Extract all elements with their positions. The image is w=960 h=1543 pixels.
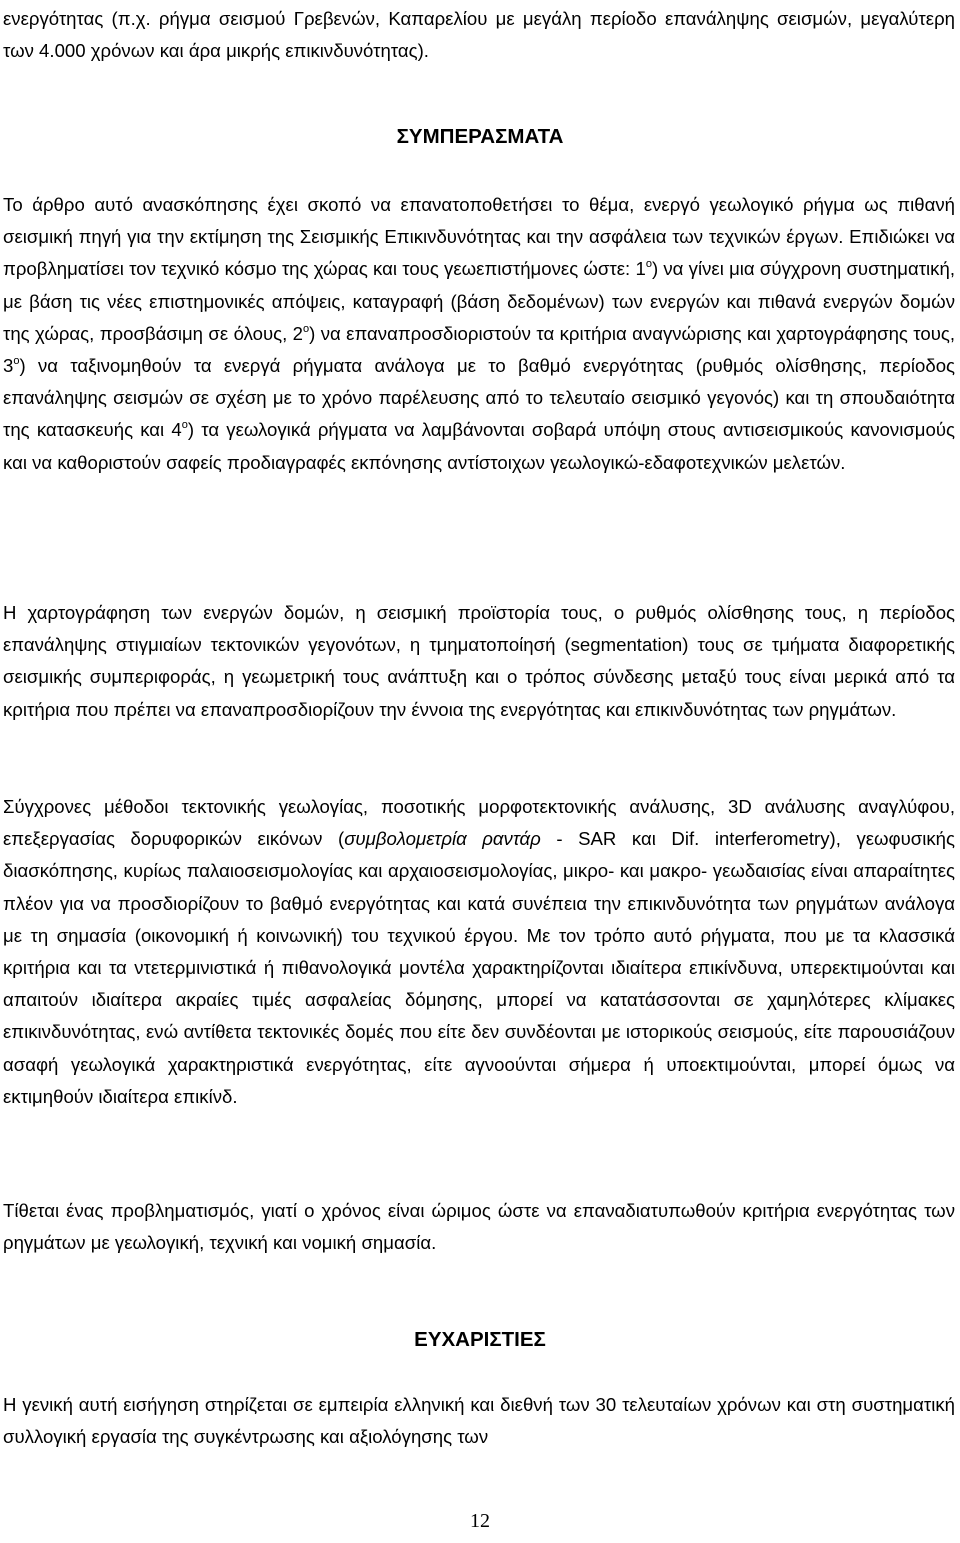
page-number: 12 [470, 1510, 490, 1532]
acknowledgements-p1-text: Η γενική αυτή εισήγηση στηρίζεται σε εμπειρία ελληνική και διεθνή των 30 τελευταίων χρόνων και στη συστηματική συλλογική εργασία της συγκέντρωσης και αξιολόγησης των [3, 1394, 955, 1448]
conclusions-p2-text: Η χαρτογράφηση των ενεργών δομών, η σεισμική προϊστορία τους, ο ρυθμός ολίσθησης τους, η περίοδος επανάληψης στιγμιαίων τεκτονικών γεγονότων, η τμηματοποίησή (segmentation) τους σε τμήματα διαφορετικής σεισμικής συμπεριφοράς, η γεωμετρική τους ανάπτυξη και ο τρόπος σύνδεσης μεταξύ τους είναι μερικά από τα κριτήρια που πρέπει να επαναπροσδιορίζουν την έννοια της ενεργότητας και επικινδυνότητας των ρηγμάτων. [3, 602, 955, 720]
conclusions-paragraph-4 [3, 1195, 955, 1259]
conclusions-p1-text-1: Το άρθρο αυτό ανασκόπησης έχει σκοπό να επανατοποθετήσει το θέμα, ενεργό γεωλογικό ρήγμα ως πιθανή σεισμική πηγή για την εκτίμηση της Σεισμικής Επικινδυνότητας και την ασφάλεια των τεχνικών έργων. Επιδιώκει να προβληματίσει τον τεχνικό κόσμο της χώρας και τους γεωεπιστήμονες ώστε: 1 [3, 194, 955, 280]
conclusions-p1-text-2: ) να γίνει μια σύγχρονη συστηματική, με βάση τις νέες επιστημονικές απόψεις, καταγραφή (βάση δεδομένων) των ενεργών και πιθανά ενεργών δομών της χώρας, προσβάσιμη σε όλους, 2 [3, 258, 955, 344]
conclusions-p3-italic-term: συμβολομετρία ραντάρ [344, 828, 541, 850]
conclusions-heading: ΣΥΜΠΕΡΑΣΜΑΤΑ [396, 125, 564, 148]
conclusions-p4-text: Τίθεται ένας προβληματισμός, γιατί ο χρόνος είναι ώριμος ώστε να επαναδιατυπωθούν κριτήρια ενεργότητας των ρηγμάτων με γεωλογική, τεχνική και νομική σημασία. [3, 1200, 955, 1254]
acknowledgements-paragraph-1 [3, 1389, 955, 1453]
conclusions-p1-text-5: ) τα γεωλογικά ρήγματα να λαμβάνονται σοβαρά υπόψη στους αντισεισμικούς κανονισμούς και να καθοριστούν σαφείς προδιαγραφές εκπόνησης αντίστοιχων γεωλογικώ-εδαφοτεχνικών μελετών. [3, 419, 955, 473]
conclusions-p3-text-before: Σύγχρονες μέθοδοι τεκτονικής γεωλογίας, ποσοτικής μορφοτεκτονικής ανάλυσης, 3D ανάλυσης αναγλύφου, επεξεργασίας δορυφορικών εικόνων ( [3, 796, 955, 850]
conclusions-p3-text-after: - SAR και Dif. interferometry), γεωφυσικής διασκόπησης, κυρίως παλαιοσεισμολογίας και αρχαιοσεισμολογίας, μικρο- και μακρο- γεωδαισίας είναι απαραίτητες πλέον για να προσδιορίζουν το βαθμό ενεργότητας και κατά συνέπεια την επικινδυνότητα των ρηγμάτων ανάλογα με τη σημασία (οικονομική ή κοινωνική) του τεχνικού έργου. Με τον τρόπο αυτό ρήγματα, που με τα κλασσικά κριτήρια και τα ντετερμινιστικά ή πιθανολογικά μοντέλα χαρακτηρίζονται ιδιαίτερα επικίνδυνα, υπερεκτιμούνται και απαιτούν ιδιαίτερα ακραίες τιμές ασφαλείας δόμησης, μπορεί να κατατάσσονται σε χαμηλότερες κλίμακες επικινδυνότητας, ενώ αντίθετα τεκτονικές δομές που είτε δεν συνδέονται με ιστορικούς σεισμούς, είτε παρουσιάζουν ασαφή γεωλογικά χαρακτηριστικά ενεργότητας, είτε αγνοούνται σήμερα ή υποεκτιμούνται, μπορεί όμως να εκτιμηθούν ιδιαίτερα επικίνδ. [3, 828, 955, 1107]
conclusions-paragraph-2 [3, 597, 955, 726]
conclusions-paragraph-1 [3, 189, 955, 479]
ordinal-superscript: ο [13, 354, 20, 367]
intro-text: ενεργότητας (π.χ. ρήγμα σεισμού Γρεβενών, Καπαρελίου με μεγάλη περίοδο επανάληψης σεισμών, μεγαλύτερη των 4.000 χρόνων και άρα μικρής επικινδυνότητας). [3, 8, 955, 62]
ordinal-superscript: ο [303, 322, 310, 335]
intro-paragraph [3, 3, 955, 67]
conclusions-p1-text-3: ) να επαναπροσδιοριστούν τα κριτήρια αναγνώρισης και χαρτογράφησης τους, 3 [3, 322, 955, 377]
conclusions-paragraph-3 [3, 791, 955, 1113]
ordinal-superscript: ο [645, 258, 652, 271]
acknowledgements-heading: ΕΥΧΑΡΙΣΤΙΕΣ [414, 1328, 546, 1351]
conclusions-p1-text-4: ) να ταξινομηθούν τα ενεργά ρήγματα ανάλογα με το βαθμό ενεργότητας (ρυθμός ολίσθησης, περίοδος επανάληψης σεισμών σε σχέση με το χρόνο παρέλευσης από το τελευταίο σεισμικό γεγονός) και τη σπουδαιότητα της κατασκευής και 4 [3, 355, 955, 441]
ordinal-superscript: ο [181, 419, 188, 432]
